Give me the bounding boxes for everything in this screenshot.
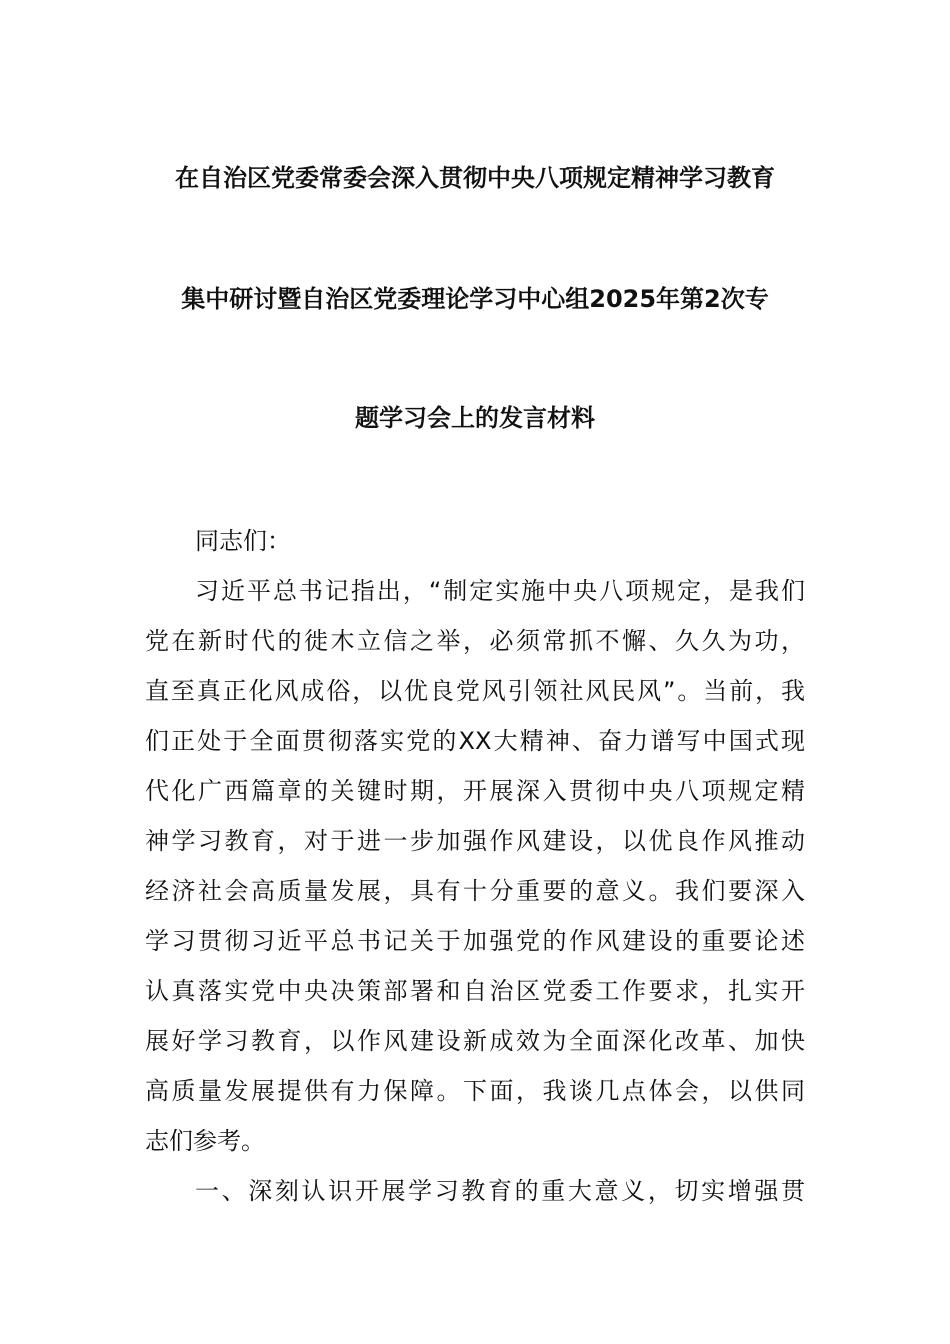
paragraph-1-line: 经济社会高质量发展，具有十分重要的意义。我们要深入 — [145, 877, 805, 905]
paragraph-1-line: 高质量发展提供有力保障。下面，我谈几点体会，以供同 — [145, 1077, 805, 1105]
paragraph-1-line: 神学习教育，对于进一步加强作风建设，以优良作风推动 — [145, 827, 805, 855]
paragraph-1-line: 代化广西篇章的关键时期，开展深入贯彻中央八项规定精 — [145, 777, 805, 805]
document-title-line-2: 集中研讨暨自治区党委理论学习中心组2025年第2次专 — [181, 285, 769, 313]
paragraph-1-line: 习近平总书记指出，“制定实施中央八项规定，是我们 — [195, 577, 805, 605]
paragraph-1-line: 们正处于全面贯彻落实党的XX大精神、奋力谱写中国式现 — [145, 727, 805, 755]
document-title-line-3: 题学习会上的发言材料 — [355, 404, 595, 432]
document-title-line-1: 在自治区党委常委会深入贯彻中央八项规定精神学习教育 — [175, 164, 775, 192]
paragraph-1-line: 展好学习教育，以作风建设新成效为全面深化改革、加快 — [145, 1027, 805, 1055]
section-1-heading-line: 一、深刻认识开展学习教育的重大意义，切实增强贯 — [195, 1177, 805, 1205]
paragraph-1-line: 认真落实党中央决策部署和自治区党委工作要求，扎实开 — [145, 977, 805, 1005]
salutation: 同志们： — [195, 527, 291, 555]
paragraph-1-line: 志们参考。 — [145, 1127, 265, 1155]
paragraph-1-line: 学习贯彻习近平总书记关于加强党的作风建设的重要论述 — [145, 927, 805, 955]
paragraph-1-line: 直至真正化风成俗，以优良党风引领社风民风”。当前，我 — [145, 677, 805, 705]
paragraph-1-line: 党在新时代的徙木立信之举，必须常抓不懈、久久为功， — [145, 627, 805, 655]
